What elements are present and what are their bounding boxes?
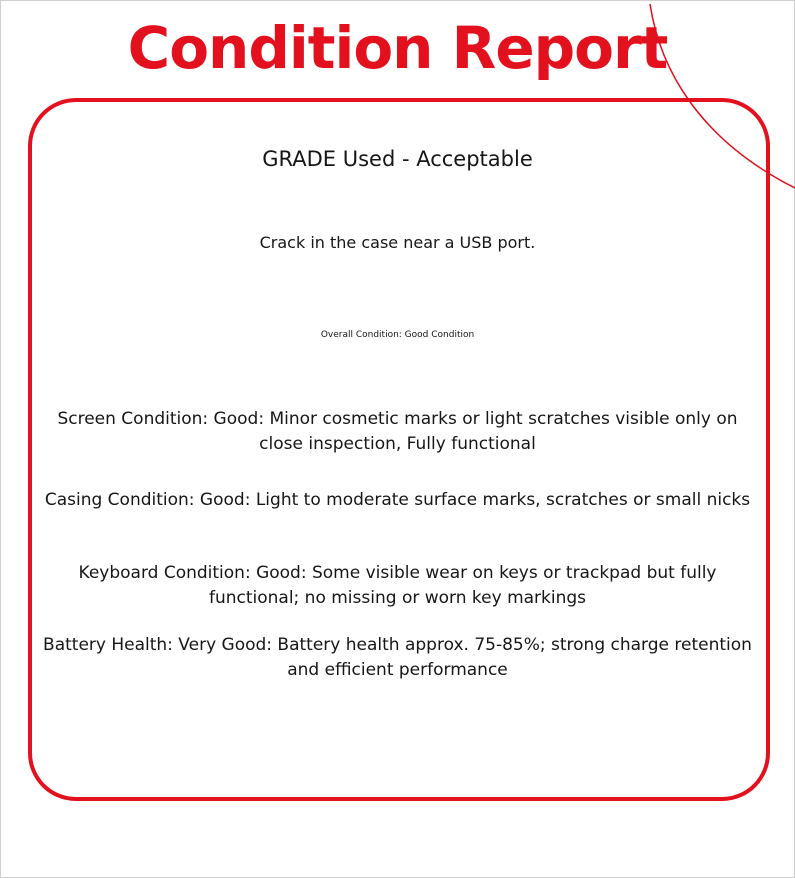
keyboard-condition: Keyboard Condition: Good: Some visible wear on keys or trackpad but fully functional; no missing or worn key markings [78,563,717,608]
casing-condition: Casing Condition: Good: Light to moderate surface marks, scratches or small nicks [44,490,751,510]
battery-health: Battery Health: Very Good: Battery health approx. 75-85%; strong charge retention and efficient performance [43,635,752,680]
screen-condition: Screen Condition: Good: Minor cosmetic marks or light scratches visible only on close inspection, Fully functional [57,409,738,454]
overall-condition: Overall Condition: Good Condition [320,330,475,340]
damage-note: Crack in the case near a USB port. [259,233,536,252]
report-title: Condition Report [127,14,668,82]
grade-label: GRADE Used - Acceptable [262,147,533,171]
